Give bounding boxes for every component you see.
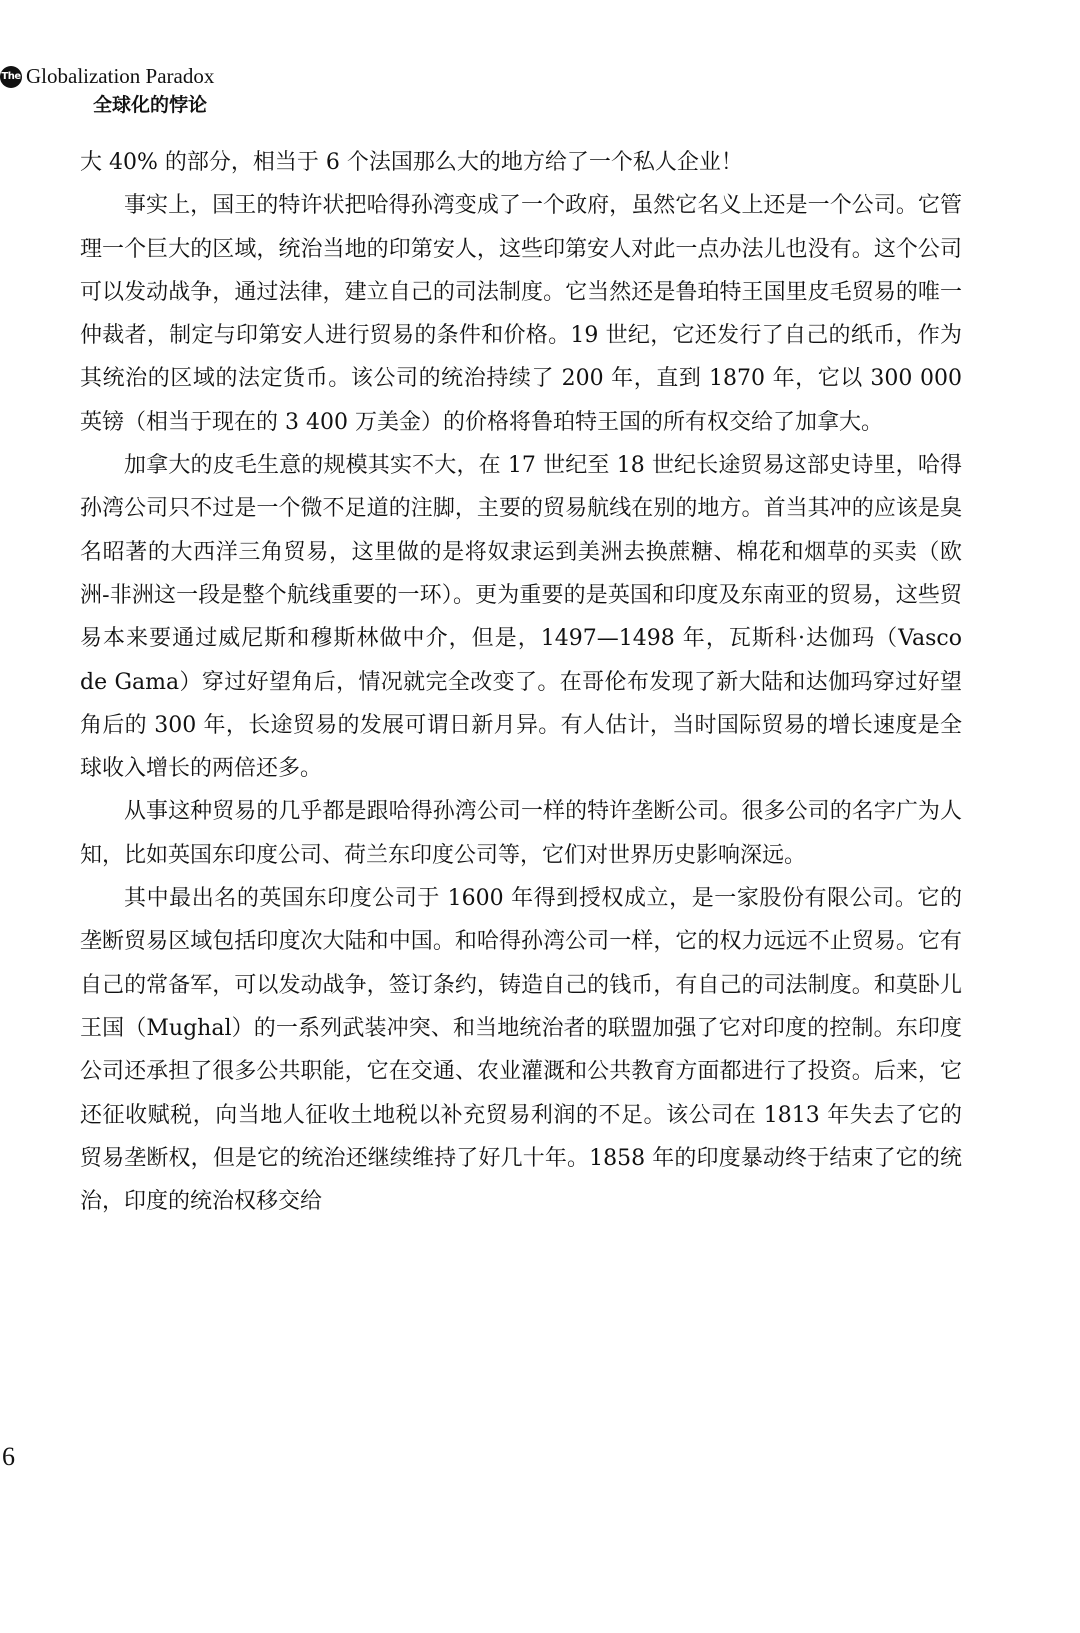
paragraph-continued: 大 40% 的部分，相当于 6 个法国那么大的地方给了一个私人企业！ — [80, 150, 743, 175]
publisher-logo-icon: The — [0, 66, 22, 88]
paragraph: 事实上，国王的特许状把哈得孙湾变成了一个政府，虽然它名义上还是一个公司。它管理一个巨大的区域，统治当地的印第安人，这些印第安人对此一点办法儿也没有。这个公司可以发动战争，通过法律，建立自己的司法制度。它当然还是鲁珀特王国里皮毛贸易的唯一仲裁者，制定与印第安人进行贸易的条件和价格。19 世纪，它还发行了自己的纸币，作为其统治的区域的法定货币。该公司的统治持续了 200 年，直到 1870 年，它以 300 000 英镑（相当于现在的 3 400 万美金）的价格将鲁珀特王国的所有权交给了加拿大。 — [80, 193, 962, 435]
page-number: 6 — [2, 1442, 15, 1471]
paragraph: 加拿大的皮毛生意的规模其实不大，在 17 世纪至 18 世纪长途贸易这部史诗里，哈得孙湾公司只不过是一个微不足道的注脚，主要的贸易航线在别的地方。首当其冲的应该是臭名昭著的大西洋三角贸易，这里做的是将奴隶运到美洲去换蔗糖、棉花和烟草的买卖（欧洲-非洲这一段是整个航线重要的一环）。更为重要的是英国和印度及东南亚的贸易，这些贸易本来要通过威尼斯和穆斯林做中介，但是，1497—1498 年，瓦斯科·达伽玛（Vasco de Gama）穿过好望角后，情况就完全改变了。在哥伦布发现了新大陆和达伽玛穿过好望角后的 300 年，长途贸易的发展可谓日新月异。有人估计，当时国际贸易的增长速度是全球收入增长的两倍还多。 — [80, 453, 962, 782]
page-body — [80, 141, 962, 1223]
book-title-english: Globalization Paradox — [26, 64, 215, 88]
book-title-chinese: 全球化的悖论 — [93, 94, 208, 116]
paragraph: 其中最出名的英国东印度公司于 1600 年得到授权成立，是一家股份有限公司。它的垄断贸易区域包括印度次大陆和中国。和哈得孙湾公司一样，它的权力远远不止贸易。它有自己的常备军，可以发动战争，签订条约，铸造自己的钱币，有自己的司法制度。和莫卧儿王国（Mughal）的一系列武装冲突、和当地统治者的联盟加强了它对印度的控制。东印度公司还承担了很多公共职能，它在交通、农业灌溉和公共教育方面都进行了投资。后来，它还征收赋税，向当地人征收土地税以补充贸易利润的不足。该公司在 1813 年失去了它的贸易垄断权，但是它的统治还继续维持了好几十年。1858 年的印度暴动终于结束了它的统治，印度的统治权移交给 — [80, 886, 962, 1215]
paragraph: 从事这种贸易的几乎都是跟哈得孙湾公司一样的特许垄断公司。很多公司的名字广为人知，比如英国东印度公司、荷兰东印度公司等，它们对世界历史影响深远。 — [80, 799, 962, 868]
